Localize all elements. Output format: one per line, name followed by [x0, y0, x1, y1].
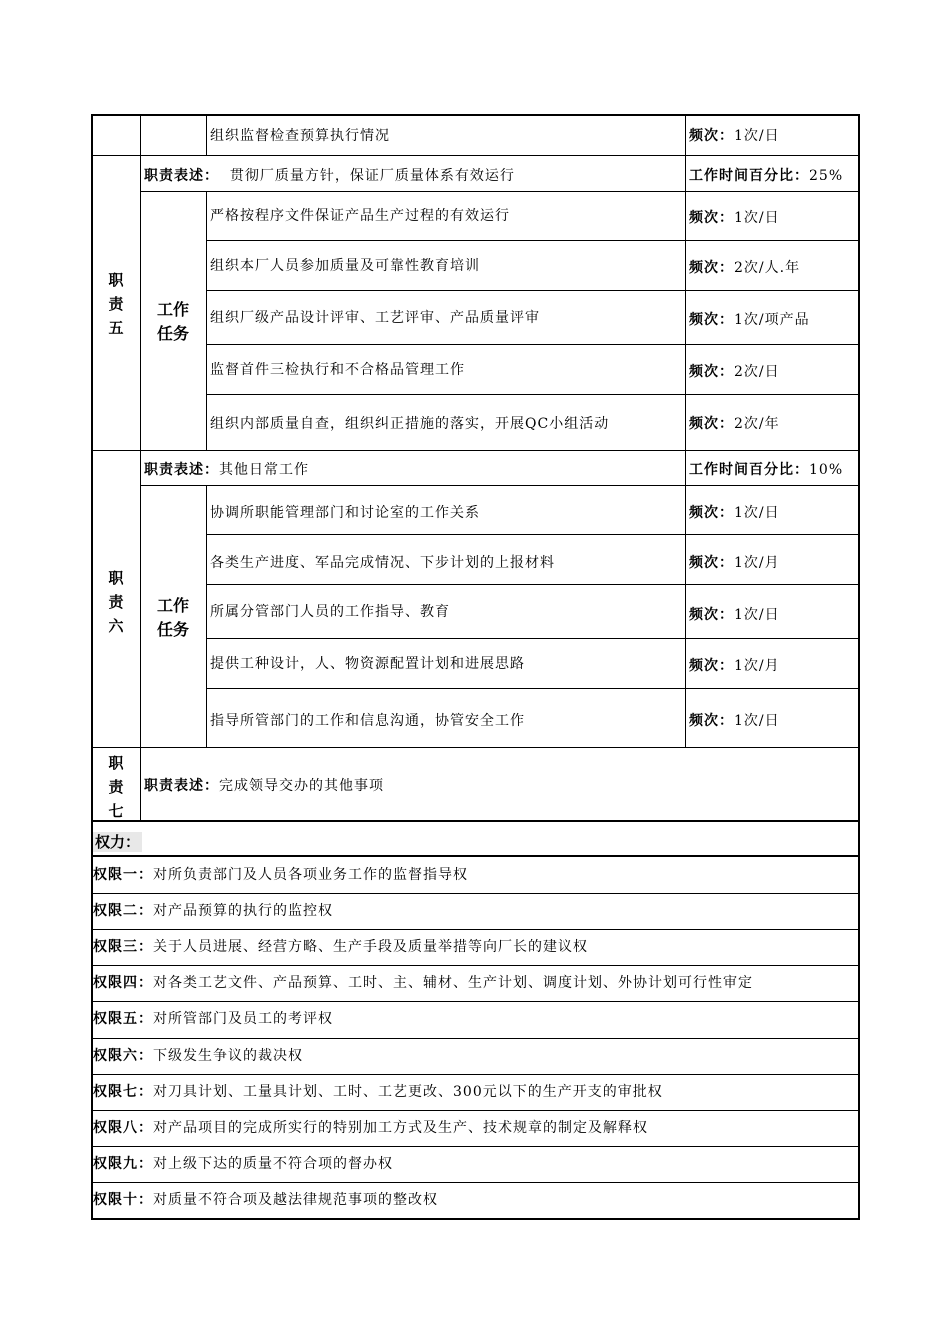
power-text: 对产品项目的完成所实行的特别加工方式及生产、技术规章的制定及解释权	[153, 1119, 648, 1136]
power-label: 权限六：	[93, 1047, 153, 1064]
power-item	[93, 974, 753, 992]
power-row-divider	[91, 1182, 860, 1183]
power-text: 关于人员进展、经营方略、生产手段及质量举措等向厂长的建议权	[153, 939, 588, 956]
power-item	[93, 1119, 648, 1137]
power-label: 权限五：	[93, 1011, 153, 1028]
power-item	[93, 1010, 333, 1028]
duty6-task-1: 协调所职能管理部门和讨论室的工作关系	[210, 505, 480, 521]
col-line-3	[685, 114, 686, 155]
duty6-task-4: 提供工种设计，人、物资源配置计划和进展思路	[210, 656, 525, 672]
power-text: 对所管部门及员工的考评权	[153, 1011, 333, 1028]
power-text: 对产品预算的执行的监控权	[153, 903, 333, 920]
duty6-freq-1: 频次：1次/日	[689, 505, 780, 521]
duty6-freq-2: 频次：1次/月	[689, 555, 780, 571]
power-item	[93, 1083, 663, 1101]
power-label: 权限三：	[93, 939, 153, 956]
duty5-freq-2: 频次：2次/人.年	[689, 260, 801, 276]
power-text: 对上级下达的质量不符合项的督办权	[153, 1155, 393, 1172]
power-row-divider	[91, 1038, 860, 1039]
duty6-row-divider-3	[206, 638, 860, 639]
duty6-task-col-line	[206, 485, 207, 748]
duty5-description: 职责表述： 贯彻厂质量方针，保证厂质量体系有效运行	[144, 168, 515, 184]
col-line-2	[206, 114, 207, 155]
duty5-task-1: 严格按程序文件保证产品生产过程的有效运行	[210, 208, 510, 224]
section-divider-6-7	[91, 747, 860, 748]
duty5-title: 职 责 五	[108, 271, 124, 337]
duty5-task-4: 监督首件三检执行和不合格品管理工作	[210, 362, 465, 378]
power-row-divider	[91, 929, 860, 930]
power-text: 对各类工艺文件、产品预算、工时、主、辅材、生产计划、调度计划、外协计划可行性审定	[153, 975, 753, 992]
duty5-row-divider-1	[206, 240, 860, 241]
duty5-freq-1: 频次：1次/日	[689, 210, 780, 226]
duty6-task-2: 各类生产进度、军品完成情况、下步计划的上报材料	[210, 555, 555, 571]
duty6-task-5: 指导所管部门的工作和信息沟通，协管安全工作	[210, 713, 525, 729]
power-row-divider	[91, 1110, 860, 1111]
row-divider	[91, 155, 860, 156]
duty6-freq-3: 频次：1次/日	[689, 607, 780, 623]
duty6-freq-5: 频次：1次/日	[689, 713, 780, 729]
power-item	[93, 1047, 303, 1065]
duty6-percentage: 工作时间百分比：10%	[689, 462, 844, 478]
duty6-description: 职责表述：其他日常工作	[144, 462, 309, 478]
duty6-col-line	[685, 450, 686, 748]
power-row-divider	[91, 1001, 860, 1002]
power-item	[93, 1191, 438, 1209]
power-label: 权限四：	[93, 975, 153, 992]
duty5-task-col-line	[206, 191, 207, 450]
power-row-divider	[91, 893, 860, 894]
powers-right-border	[858, 820, 860, 1220]
power-item	[93, 902, 333, 920]
duty5-freq-5: 频次：2次/年	[689, 416, 780, 432]
row0-freq: 频次：1次/日	[689, 128, 780, 144]
power-text: 对质量不符合项及越法律规范事项的整改权	[153, 1191, 438, 1208]
power-label: 权限九：	[93, 1155, 153, 1172]
duty5-row-divider-4	[206, 394, 860, 395]
table-left-border	[91, 114, 93, 822]
duty5-row-divider-3	[206, 344, 860, 345]
duty6-task-3: 所属分管部门人员的工作指导、教育	[210, 604, 450, 620]
power-item	[93, 1155, 393, 1173]
duty5-percentage: 工作时间百分比：25%	[689, 168, 844, 184]
duty7-description: 职责表述：完成领导交办的其他事项	[144, 778, 384, 794]
section-divider-5-6	[91, 450, 860, 451]
row0-task: 组织监督检查预算执行情况	[210, 128, 390, 144]
duty7-title: 职 责 七	[108, 754, 124, 820]
duty5-desc-divider	[140, 191, 860, 192]
duty6-task-label: 工作 任务	[156, 596, 189, 639]
powers-header-divider	[91, 855, 860, 857]
power-row-divider	[91, 1146, 860, 1147]
duty5-task-label: 工作 任务	[156, 300, 189, 343]
power-label: 权限十：	[93, 1191, 153, 1208]
duty5-col-line	[685, 155, 686, 450]
duty5-task-3: 组织厂级产品设计评审、工艺评审、产品质量评审	[210, 310, 540, 326]
duty5-freq-4: 频次：2次/日	[689, 364, 780, 380]
duty6-row-divider-1	[206, 534, 860, 535]
power-item	[93, 938, 588, 956]
duty6-row-divider-4	[206, 688, 860, 689]
power-row-divider	[91, 965, 860, 966]
duty6-title: 职 责 六	[108, 569, 124, 635]
power-row-divider	[91, 1074, 860, 1075]
power-label: 权限二：	[93, 903, 153, 920]
power-item	[93, 866, 468, 884]
duty5-task-5: 组织内部质量自查，组织纠正措施的落实，开展QC小组活动	[210, 416, 610, 432]
col-line-1	[140, 114, 141, 822]
power-text: 对刀具计划、工量具计划、工时、工艺更改、300元以下的生产开支的审批权	[153, 1083, 663, 1100]
duty5-freq-3: 频次：1次/项产品	[689, 312, 810, 328]
power-text: 对所负责部门及人员各项业务工作的监督指导权	[153, 867, 468, 883]
powers-bottom-border	[91, 1218, 860, 1220]
powers-header: 权力：	[95, 833, 141, 851]
duty5-task-2: 组织本厂人员参加质量及可靠性教育培训	[210, 258, 480, 274]
power-label: 权限一：	[93, 867, 153, 883]
table-right-border	[858, 114, 860, 822]
power-label: 权限七：	[93, 1083, 153, 1100]
power-label: 权限八：	[93, 1119, 153, 1136]
duty6-row-divider-2	[206, 584, 860, 585]
table-bottom-border	[91, 820, 860, 822]
duty6-freq-4: 频次：1次/月	[689, 658, 780, 674]
duty5-row-divider-2	[206, 290, 860, 291]
power-text: 下级发生争议的裁决权	[153, 1047, 303, 1064]
duty6-desc-divider	[140, 485, 860, 486]
